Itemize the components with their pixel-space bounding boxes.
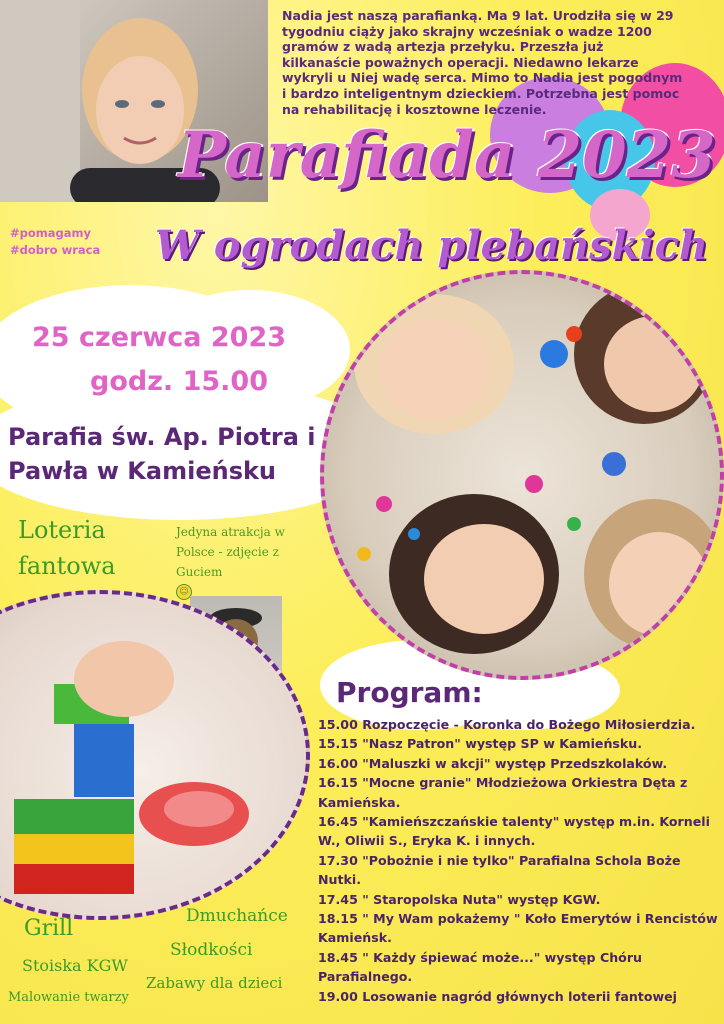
event-date: 25 czerwca 2023 <box>32 322 287 353</box>
story-text: Nadia jest naszą parafianką. Ma 9 lat. Urodziła się w 29 tygodniu ciąży jako skrajny wcześniak o wadze 1200 gramów z wadą artezja przełyku. Przeszła już kilkanaście poważnych operacji. Niedawno lekarze wykryli u Niej wadę serca. Mimo to Nadia jest pogodnym i bardzo inteligentnym dzieckiem. Potrzebna jest pomoc na rehabilitację i kosztowne leczenie. <box>282 8 683 117</box>
event-hour: godz. 15.00 <box>90 366 268 397</box>
children-photo <box>320 270 724 680</box>
program-item: 16.45 "Kamieńszczańskie talenty" występ m.in. Korneli W., Oliwii S., Eryka K. i innych. <box>318 814 710 849</box>
activity-dmuchance: Dmuchańce <box>186 906 288 926</box>
program-item: 15.00 Rozpoczęcie - Koronka do Bożego Miłosierdzia. <box>318 717 696 732</box>
smile-icon: ☺ <box>176 584 192 600</box>
lottery-line: Loteria <box>18 516 106 544</box>
activity-grill: Grill <box>24 916 74 941</box>
program-item: 19.00 Losowanie nagród głównych loterii fantowej <box>318 988 677 1004</box>
program-item: 16.15 "Mocne granie" Młodzieżowa Orkiestra Dęta z Kamieńska. <box>318 775 688 810</box>
hashtag: #dobro wraca <box>10 243 101 257</box>
program-item: 17.45 " Staropolska Nuta" występ KGW. <box>318 891 601 907</box>
attraction-text: Jedyna atrakcja w Polsce - zdjęcie z Guciem <box>176 525 285 579</box>
program-item: 18.45 " Każdy śpiewać może..." występ Chóru Parafialnego. <box>318 949 642 985</box>
program-item: 18.15 " My Wam pokażemy " Koło Emerytów i Rencistów Kamieńsk. <box>318 911 718 946</box>
activity-stoiska: Stoiska KGW <box>22 956 128 975</box>
activity-zabawy: Zabawy dla dzieci <box>146 974 283 992</box>
program-heading: Program: <box>336 676 483 709</box>
program-list <box>318 715 722 1006</box>
lottery-label <box>18 512 116 584</box>
activity-slodkosci: Słodkości <box>170 940 253 960</box>
parish-name: Parafia św. Ap. Piotra i Pawła w Kamieńsku <box>8 423 316 485</box>
program-item: 16.00 "Maluszki w akcji" występ Przedszkolaków. <box>318 755 668 771</box>
program-item: 15.15 "Nasz Patron" występ SP w Kamieńsku. <box>318 736 643 752</box>
program-item: 17.30 "Pobożnie i nie tylko" Parafialna Schola Boże Nutki. <box>318 852 681 888</box>
lottery-line: fantowa <box>18 552 116 580</box>
poster-title: Parafiada 2023 <box>178 118 716 193</box>
activity-malowanie: Malowanie twarzy <box>8 990 129 1005</box>
poster-subtitle: W ogrodach plebańskich <box>155 222 708 269</box>
hashtag: #pomagamy <box>10 226 91 240</box>
